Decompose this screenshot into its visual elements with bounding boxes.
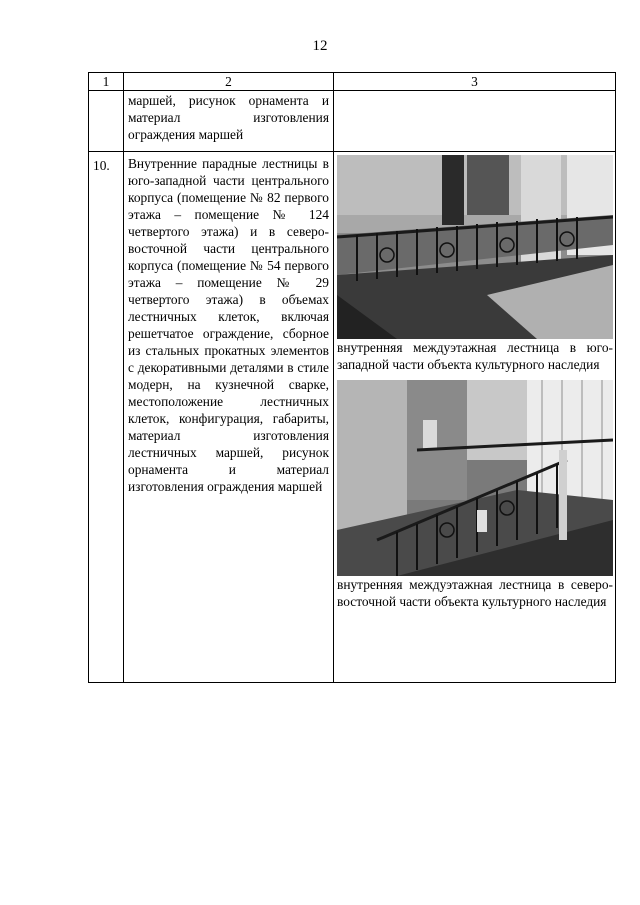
page-number: 12 [312, 38, 328, 54]
description-cell [124, 91, 334, 152]
column-header-1: 1 [89, 73, 124, 91]
table-row [89, 152, 616, 683]
row-number-cell: 10. [89, 152, 124, 683]
description-cell [124, 152, 334, 683]
photo-caption: внутренняя междуэтажная лестница в северо-восточной части объекта культурного наследия [337, 577, 613, 609]
staircase-photo-southwest [337, 155, 613, 339]
column-header-3: 3 [334, 73, 616, 91]
photo-cell [334, 152, 616, 683]
table-row [89, 91, 616, 152]
description-text: Внутренние парадные лестницы в юго-западной части центрального корпуса (помещение № 82 первого этажа – помещение № 124 четвертого этажа) и в северо-восточной части центрального корпуса (помещение № 54 первого этажа – помещение № 29 четвертого этажа) в объемах лестничных клеток, включая решетчатое ограждение, сборное из стальных прокатных элементов с декоративными деталями в стиле модерн, на кузнечной сварке, местоположение лестничных клеток, конфигурация, габариты, материал изготовления лестничных маршей, рисунок орнамента и материал изготовления ограждения маршей [128, 156, 329, 494]
row-number-cell [89, 91, 124, 152]
staircase-photo-northeast [337, 380, 613, 576]
heritage-objects-table [88, 72, 616, 683]
description-text: маршей, рисунок орнамента и материал изготовления ограждения маршей [128, 93, 329, 142]
photo-caption: внутренняя междуэтажная лестница в юго-западной части объекта культурного наследия [337, 340, 613, 372]
column-header-2: 2 [124, 73, 334, 91]
photo-cell [334, 91, 616, 152]
table-header-row [89, 73, 616, 91]
